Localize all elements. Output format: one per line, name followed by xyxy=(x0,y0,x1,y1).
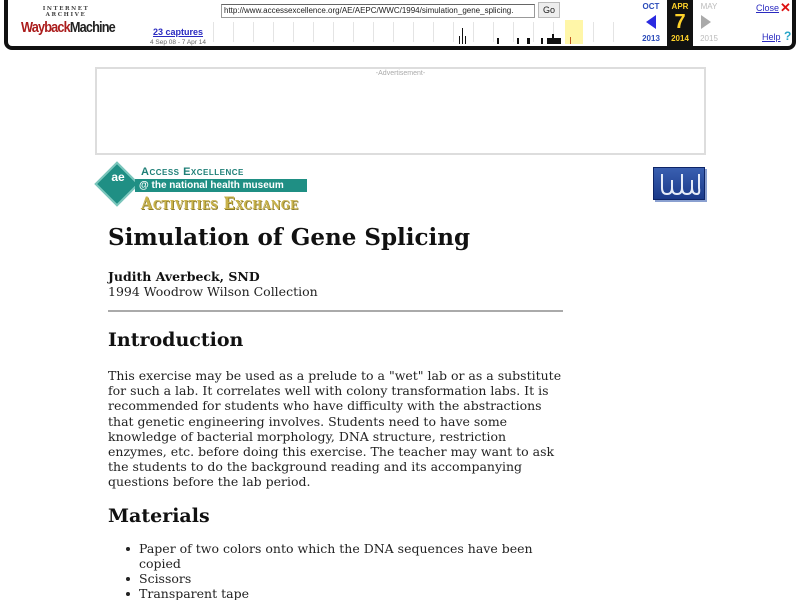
current-year-highlight xyxy=(565,20,583,44)
year-tick xyxy=(253,22,254,42)
next-arrow-icon xyxy=(701,15,711,29)
capture-bar xyxy=(517,38,519,44)
section-heading-materials: Materials xyxy=(108,504,210,527)
prev-arrow-icon[interactable] xyxy=(646,15,656,29)
list-item: Paper of two colors onto which the DNA sequences have been copied xyxy=(139,541,559,571)
year-tick xyxy=(353,22,354,42)
introduction-text: This exercise may be used as a prelude to a "wet" lab or as a substitute for such a lab. It correlates well with colony transformation labs. It is recommended for students who have difficulty with the abstractions that genetic engineering involves. Students need to have some knowledge of bacterial morphology, DNA structure, restriction enzymes, etc. before doing this exercise. The teacher may want to ask the students to do the background reading and its accompanying questions before the lab period. xyxy=(108,368,562,490)
capture-bar xyxy=(459,36,460,44)
year-tick xyxy=(453,22,454,42)
logo-section-title: Activities Exchange xyxy=(141,194,299,214)
capture-bar xyxy=(547,38,561,44)
year-tick xyxy=(213,22,214,42)
ae-diamond-icon xyxy=(94,161,139,206)
help-icon[interactable]: ? xyxy=(784,29,792,43)
collection-name: 1994 Woodrow Wilson Collection xyxy=(108,284,318,299)
author-name: Judith Averbeck, SND xyxy=(108,269,260,284)
access-excellence-logo[interactable] xyxy=(97,164,312,216)
capture-bar xyxy=(462,28,463,44)
captures-link[interactable]: 23 captures xyxy=(152,27,204,37)
year-tick xyxy=(493,22,494,42)
next-capture: MAY 2015 xyxy=(700,2,718,43)
materials-list xyxy=(108,541,568,600)
year-tick xyxy=(393,22,394,42)
capture-bar xyxy=(497,38,499,44)
year-tick xyxy=(533,22,534,42)
year-tick xyxy=(473,22,474,42)
current-capture: APR 7 2014 xyxy=(667,0,693,46)
close-link[interactable]: Close xyxy=(756,3,780,13)
divider xyxy=(108,310,563,312)
year-tick xyxy=(293,22,294,42)
captures-summary xyxy=(138,27,218,46)
year-tick xyxy=(373,22,374,42)
year-tick xyxy=(513,22,514,42)
close-icon[interactable]: ✕ xyxy=(780,0,791,15)
ae-monogram: ae xyxy=(111,170,125,184)
capture-bar xyxy=(527,38,530,44)
calendar-navigator xyxy=(636,0,736,46)
help-link[interactable]: Help xyxy=(762,32,781,42)
prev-capture[interactable]: OCT 2013 xyxy=(642,2,660,43)
woodrow-wilson-logo[interactable] xyxy=(653,167,705,200)
current-capture-marker xyxy=(570,37,571,44)
article xyxy=(108,222,568,600)
capture-bar xyxy=(552,34,554,44)
year-tick xyxy=(593,22,594,42)
advertisement-label: -Advertisement- xyxy=(375,70,426,77)
advertisement-box xyxy=(95,67,706,155)
go-button[interactable]: Go xyxy=(538,2,560,18)
year-tick xyxy=(413,22,414,42)
section-heading-introduction: Introduction xyxy=(108,329,244,351)
internet-archive-label: INTERNET ARCHIVE xyxy=(42,6,90,18)
wayback-logo[interactable] xyxy=(21,6,115,36)
ww-glyph-icon xyxy=(659,172,701,197)
year-tick xyxy=(613,22,614,42)
wayback-toolbar xyxy=(4,0,796,50)
wayback-machine-wordmark: WaybackMachine xyxy=(21,19,115,36)
capture-bar xyxy=(541,38,543,44)
captures-range: 4 Sep 08 - 7 Apr 14 xyxy=(149,39,206,46)
logo-title: Access Excellence xyxy=(141,166,244,178)
year-tick xyxy=(333,22,334,42)
capture-bar xyxy=(465,36,466,44)
year-tick xyxy=(313,22,314,42)
list-item: Transparent tape xyxy=(139,586,559,600)
year-tick xyxy=(433,22,434,42)
capture-sparkline[interactable] xyxy=(213,20,623,44)
url-input[interactable]: http://www.accessexcellence.org/AE/AEPC/WWC/1994/simulation_gene_splicing. xyxy=(221,4,535,18)
year-tick xyxy=(233,22,234,42)
list-item: Scissors xyxy=(139,571,559,586)
page-title: Simulation of Gene Splicing xyxy=(108,224,471,251)
logo-subtitle-band: @ the national health museum xyxy=(135,179,307,192)
year-tick xyxy=(273,22,274,42)
